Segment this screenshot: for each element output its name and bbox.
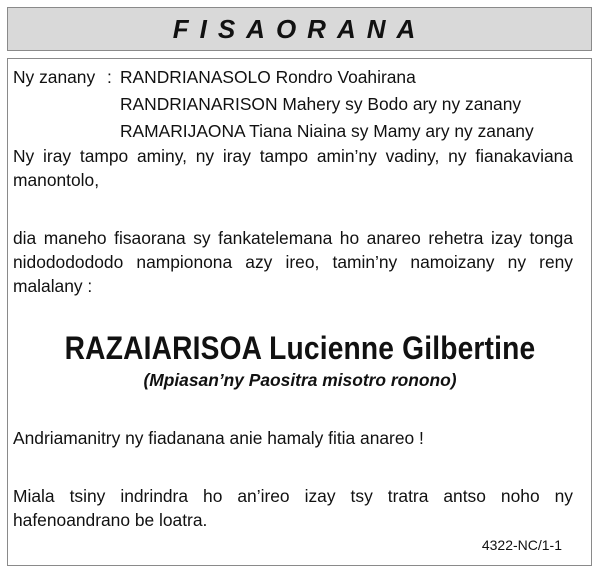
child-entry-2: RANDRIANARISON Mahery sy Bodo ary ny zanany [120, 94, 522, 114]
children-label: Ny zanany [13, 67, 96, 87]
deceased-role: (Mpiasan’ny Paositra misotro ronono) [143, 370, 457, 390]
blessing-paragraph: Andriamanitry ny fiadanana anie hamaly fitia anareo ! [13, 428, 424, 448]
reference-code: 4322-NC/1-1 [481, 537, 562, 553]
family-paragraph: Ny iray tampo aminy, ny iray tampo amin’ny vadiny, ny fianakaviana manontolo, [13, 146, 573, 190]
deceased-name: RAZAIARISOA Lucienne Gilbertine [64, 330, 536, 366]
children-colon: : [107, 67, 112, 87]
child-entry-3: RAMARIJAONA Tiana Niaina sy Mamy ary ny zanany [120, 121, 534, 141]
thanks-paragraph: dia maneho fisaorana sy fankatelemana ho anareo rehetra izay tonga nidododododo nampionona azy ireo, tamin’ny namoizany ny reny malalany : [13, 228, 573, 296]
header-banner [7, 7, 592, 51]
apology-paragraph: Miala tsiny indrindra ho an’ireo izay tsy tratra antso noho ny hafenoandrano be loatra. [13, 486, 573, 530]
page-title: FISAORANA [172, 14, 427, 44]
child-entry-1: RANDRIANASOLO Rondro Voahirana [120, 67, 416, 87]
